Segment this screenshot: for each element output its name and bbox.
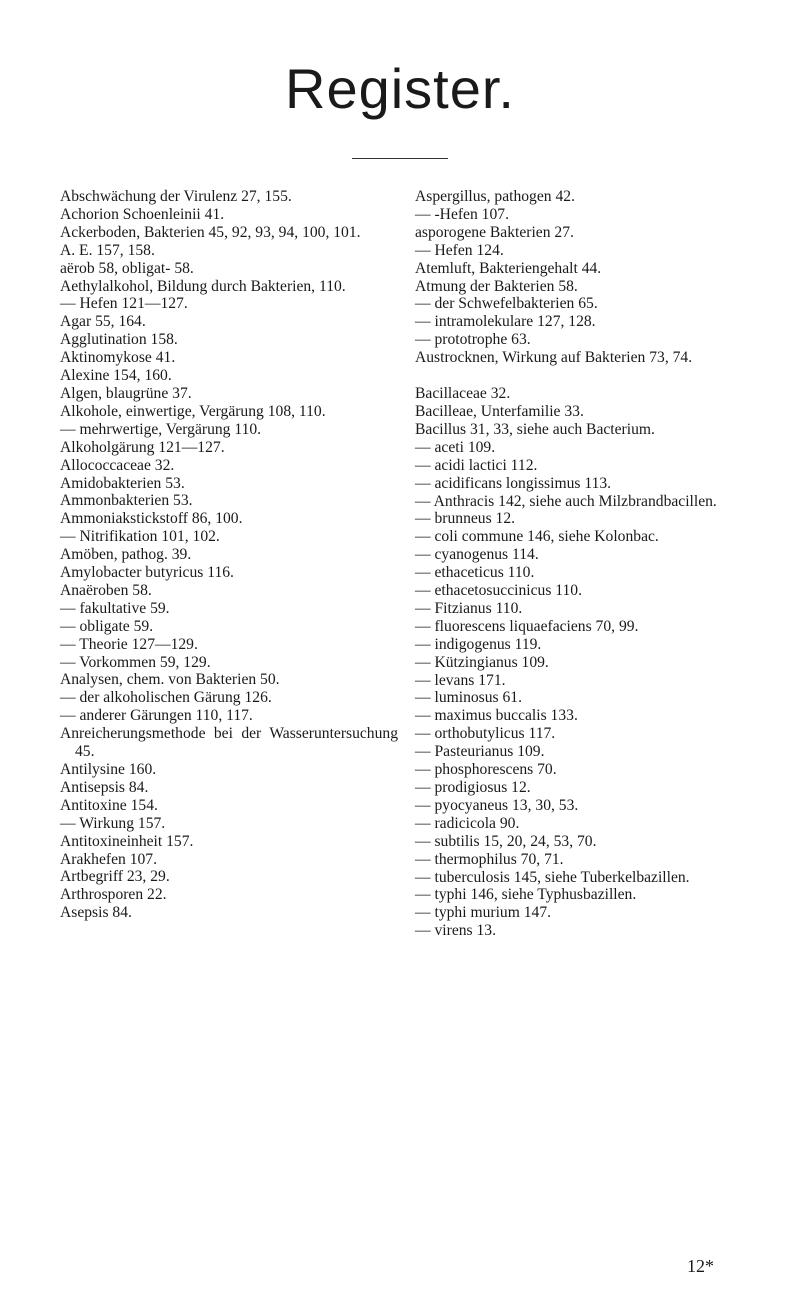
index-entry: — fakultative 59. [60, 599, 170, 617]
index-entry: — mehrwertige, Vergärung 110. [60, 420, 262, 438]
index-entry: — ethacetosuccinicus 110. [415, 582, 583, 600]
index-entry: Antitoxineinheit 157. [60, 832, 194, 850]
index-entry: — acidi lactici 112. [415, 456, 538, 474]
index-entry: Bacillaceae 32. [415, 385, 511, 403]
index-entry: — indigogenus 119. [415, 635, 542, 653]
index-entry: — Vorkommen 59, 129. [60, 653, 211, 671]
index-entry: Analysen, chem. von Bakterien 50. [60, 671, 280, 689]
index-entry: Amylobacter butyricus 116. [60, 564, 234, 582]
index-entry: Ammonbakterien 53. [60, 492, 193, 510]
index-entry: — aceti 109. [415, 438, 496, 456]
index-entry: — maximus buccalis 133. [415, 707, 578, 725]
index-entry: — Hefen 124. [415, 241, 504, 259]
index-entry: — prototrophe 63. [415, 331, 531, 349]
index-entry: — intramolekulare 127, 128. [415, 313, 596, 331]
index-entry: — brunneus 12. [415, 510, 516, 528]
index-entry: Agar 55, 164. [60, 313, 146, 331]
index-entry: Aspergillus, pathogen 42. [415, 188, 575, 205]
index-entry: — Hefen 121—127. [60, 295, 188, 313]
index-entry: — Pasteurianus 109. [415, 743, 545, 761]
index-entry: — typhi 146, siehe Typhusbazillen. [415, 886, 637, 904]
index-entry: asporogene Bakterien 27. [415, 223, 574, 241]
page-title: Register. [285, 57, 515, 120]
index-entry: — Theorie 127—129. [60, 635, 198, 653]
index-entry: — coli commune 146, siehe Kolonbac. [415, 528, 659, 546]
index-entry: — Anthracis 142, siehe auch Milzbrandbacillen. [415, 492, 717, 510]
title-divider [352, 158, 448, 159]
index-entry: Alkoholgärung 121—127. [60, 438, 225, 456]
index-entry: — luminosus 61. [415, 689, 523, 707]
index-entry: Antilysine 160. [60, 761, 157, 778]
index-entry: — Kützingianus 109. [415, 653, 549, 671]
index-entry: Anaëroben 58. [60, 581, 152, 599]
index-entry: Arakhefen 107. [60, 850, 157, 868]
index-entry: aërob 58, obligat- 58. [60, 259, 194, 277]
index-entry: Algen, blaugrüne 37. [60, 384, 192, 402]
index-entry: Ackerboden, Bakterien 45, 92, 93, 94, 100, 101. [60, 223, 361, 241]
index-column-left [60, 188, 398, 922]
index-entry: — fluorescens liquaefaciens 70, 99. [415, 617, 639, 635]
index-entry: Austrocknen, Wirkung auf Bakterien 73, 74. [415, 349, 693, 367]
index-entry: — Fitzianus 110. [415, 599, 523, 617]
index-entry: Alexine 154, 160. [60, 367, 172, 385]
index-entry: Alkohole, einwertige, Vergärung 108, 110. [60, 402, 326, 420]
signature-mark: 12* [687, 1256, 714, 1276]
index-entry: — -Hefen 107. [415, 205, 509, 223]
index-entry: — typhi murium 147. [415, 904, 552, 922]
index-entry: — der alkoholischen Gärung 126. [60, 689, 272, 707]
index-entry: Amidobakterien 53. [60, 474, 185, 492]
index-entry: — virens 13. [415, 922, 496, 940]
index-entry: — thermophilus 70, 71. [415, 850, 564, 868]
index-column-right [415, 188, 751, 940]
index-entry: Bacillus 31, 33, siehe auch Bacterium. [415, 420, 655, 438]
index-entry: Arthrosporen 22. [60, 886, 167, 904]
index-entry: Asepsis 84. [60, 904, 132, 922]
index-entry: — phosphorescens 70. [415, 761, 557, 779]
index-entry: — subtilis 15, 20, 24, 53, 70. [415, 832, 597, 850]
index-entry: — Wirkung 157. [60, 814, 166, 832]
index-entry: Agglutination 158. [60, 331, 178, 349]
index-entry: Aethylalkohol, Bildung durch Bakterien, 110. [60, 277, 346, 295]
index-entry: Aktinomykose 41. [60, 349, 176, 367]
index-entry: A. E. 157, 158. [60, 241, 155, 259]
index-entry: Antitoxine 154. [60, 796, 158, 814]
index-entry: — acidificans longissimus 113. [415, 474, 612, 492]
index-entry: Antisepsis 84. [60, 778, 149, 796]
index-entry: — prodigiosus 12. [415, 779, 531, 796]
index-entry: — tuberculosis 145, siehe Tuberkelbazillen. [415, 868, 690, 886]
index-entry: — radicicola 90. [415, 814, 520, 832]
index-entry: Amöben, pathog. 39. [60, 546, 192, 564]
index-entry: Allococcaceae 32. [60, 456, 175, 474]
index-entry: — pyocyaneus 13, 30, 53. [415, 796, 579, 814]
index-entry: Bacilleae, Unterfamilie 33. [415, 402, 584, 420]
index-entry: — ethaceticus 110. [415, 564, 535, 582]
index-entry: — orthobutylicus 117. [415, 725, 556, 743]
index-entry: Ammoniakstickstoff 86, 100. [60, 510, 243, 528]
index-entry: Anreicherungsmethode bei der Wasseruntersuchung 45. [60, 725, 398, 761]
index-entry: Atemluft, Bakteriengehalt 44. [415, 259, 602, 277]
index-entry: Artbegriff 23, 29. [60, 868, 170, 886]
index-entry: — der Schwefelbakterien 65. [415, 295, 598, 313]
index-entry: — anderer Gärungen 110, 117. [60, 707, 253, 725]
index-entry: — levans 171. [415, 671, 506, 689]
index-entry: — Nitrifikation 101, 102. [60, 528, 220, 546]
index-entry: Atmung der Bakterien 58. [415, 277, 578, 295]
index-entry: Abschwächung der Virulenz 27, 155. [60, 188, 292, 205]
index-entry: Achorion Schoenleinii 41. [60, 205, 225, 223]
index-entry: — obligate 59. [60, 617, 154, 635]
index-entry: — cyanogenus 114. [415, 546, 539, 564]
